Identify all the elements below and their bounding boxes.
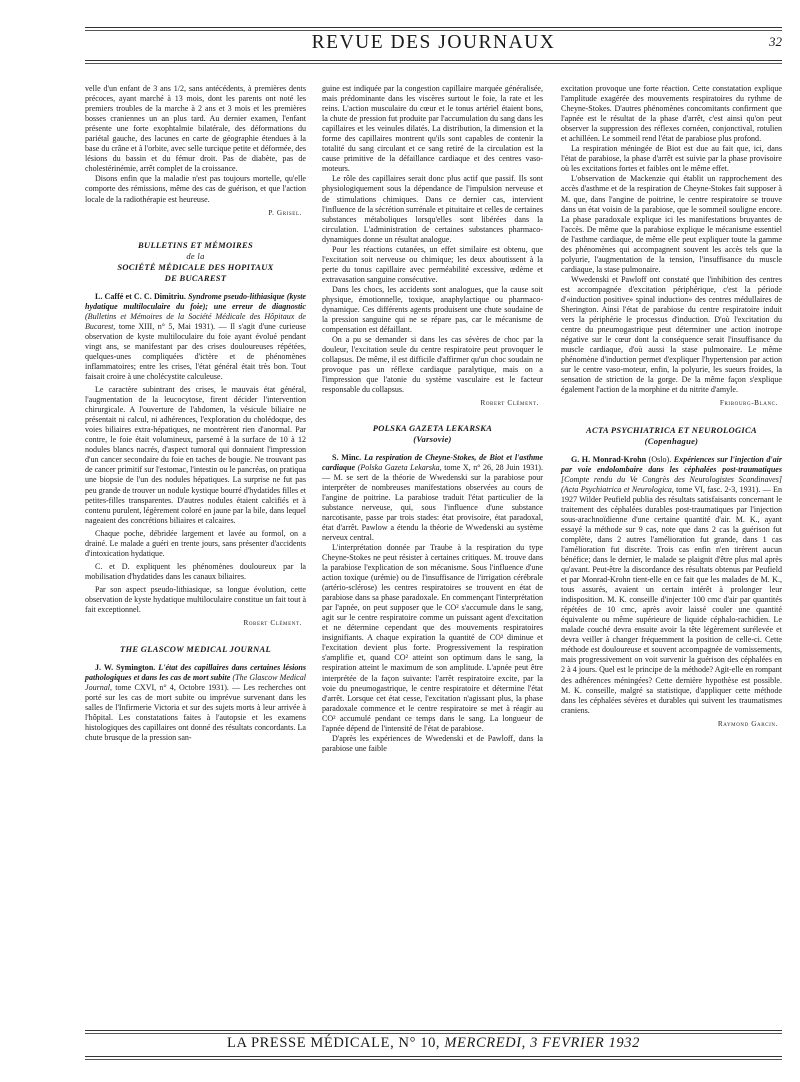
article-authors: J. W. Symington. — [95, 663, 156, 673]
paragraph: velle d'un enfant de 3 ans 1/2, sans antécédents, à premières dents précoces, ayant marché à 13 mois, dont les parents ont noté les premiers troubles de la marche à 2 ans et 3 mois et les premières bosses craniennes un an plus tard. Au dernier examen, l'enfant présente une forte exophtalmie bilatérale, des déformations du pariétal gauche, des lacunes en carte de géographie étendues à la base du crâne et à l'orbite, avec selle turcique petite et déformée, des lésions du bassin et du fémur droit. Pas de diabète, pas de cholestérinémie, arrêt complet de la croissance. — [85, 84, 306, 174]
section-heading-line: POLSKA GAZETA LEKARSKA — [372, 422, 493, 433]
journal-section-title: REVUE DES JOURNAUX — [311, 32, 556, 53]
signature: Raymond Garcin. — [717, 719, 778, 728]
article-reference: [Compte rendu du Ve Congrès des Neurologistes Scandinaves] (Acta Psychiatrica et Neurologica, — [561, 474, 782, 494]
header-rule-bottom — [85, 60, 782, 61]
footer-journal: LA PRESSE MÉDICALE, N° 10, — [227, 1035, 445, 1051]
paragraph: Pour les réactions cutanées, un effet similaire est obtenu, que l'excitation soit nerveuse ou chimique; les deux aboutissent à la perte du tonus capillaire avec perméabilité excessive, œdème et extravasation sanguine consécutive. — [322, 244, 543, 284]
article-city: (Oslo). — [648, 454, 672, 464]
paragraph: On a pu se demander si dans les cas sévères de choc par la douleur, l'excitation seule du centre respiratoire peut provoquer le collapsus. De même, il est difficile d'affirmer qu'un choc soudain ne provoque pas un réflexe cardiaque paralytique, mais on a l'impression que l'atonie du système vasculaire est le facteur responsable du collapsus. — [322, 335, 543, 395]
article-text: tome XIII, n° 5, Mai 1931). — Il s'agit d'une curieuse observation de kyste multiloculaire du foie ayant évolué pendant vingt ans, se manifestant par des crises douloureuses répétées, quelques-unes compliquées d'ictère et de phénomènes inflammatoires; entre les crises, l'état général était très bon. Tout faisait croire à une cholécystite calculeuse. — [85, 321, 307, 381]
article-reference: (Bulletins et Mémoires de la Société Médicale des Hôpitaux de Bucarest, — [85, 311, 306, 331]
header-rule-top — [85, 27, 782, 28]
paragraph: Dans les chocs, les accidents sont analogues, que la cause soit physique, émotionnelle, toxique, anaphylactique ou pharmaco-dynamique. Ces différents agents produisent une chute soudaine de la pression sanguine qui ne se répare pas, car le mécanisme de compensation est défaillant. — [322, 284, 543, 335]
column-2 — [322, 84, 543, 754]
article-reference: (The Glascow Medical Journal, — [85, 673, 306, 693]
paragraph: Par son aspect pseudo-lithiasique, sa longue évolution, cette observation de kyste hydatique multiloculaire constitue un fait tout à fait exceptionnel. — [85, 584, 307, 615]
paragraph: Le caractère subintrant des crises, le mauvais état général, l'augmentation de la leucocytose, firent décider l'intervention chirurgicale. A l'ouverture de l'abdomen, la vésicule biliaire ne présentait ni calcul, ni adhérences, l'exploration du cholédoque, des voies biliaires extra-hépatiques, ne montrèrent rien d'anormal. Par contre, le foie était volumineux, parsemé à la surface de 10 à 12 nodules blancs nacrés, d'aspect tumoral qui donnaient l'impression d'un cancer secondaire du foie en taches de bougie. Ne trouvant pas de cancer primitif sur l'estomac, l'intestin ou le pancréas, on pratiqua une biopsie de l'un des nodules hépatiques. La surprise ne fut pas peu grande de trouver un nodule kystique bourré d'hydatides filles et petites-filles transparentes. D'autres nodules étaient calcifiés et à contenu purulent, légèrement coloré en jaune par la bile, dans lequel nageaient des concrétions biliaires et calcaires. — [85, 385, 306, 525]
signature: P. Grisel. — [268, 208, 302, 217]
paragraph: Wwedenski et Pawloff ont constaté que l'inhibition des centres est accompagnée d'excitation périphérique, c'est la période d'«induction positive» spinal induction» des centres médullaires de Sherington. Ainsi l'état de parabiose du centre respiratoire induit vers la périphérie le processus d'induction. D'où l'excitation du centre du pneumogastrique peut déterminer une action inotrope négative sur le cœur dont la conséquence serait l'insuffisance du muscle cardiaque, d'où aussi la stase pulmonaire. Le même phénomène d'induction permet d'expliquer l'hypertension par action sur le centre vaso-moteur, enfin, la polyurie, les sueurs froides, la sensation de striction de la gorge. De la même façon s'explique également l'action de la morphine et du nitrite d'amyle. — [561, 274, 782, 395]
section-heading — [85, 240, 306, 284]
footer-rule-bottom-inner — [85, 1059, 782, 1060]
section-heading — [322, 423, 543, 445]
page-footer — [85, 1032, 782, 1054]
section-heading-line: SOCIÉTÉ MÉDICALE DES HOPITAUX — [117, 261, 274, 272]
footer-text — [85, 1035, 782, 1052]
section-heading-line: DE BUCAREST — [164, 272, 227, 283]
article-authors: L. Caffé et C. C. Dimitriu. — [95, 291, 186, 301]
paragraph: D'après les expériences de Wwedenski et de Pawloff, dans la parabiose une faible — [322, 733, 543, 753]
paragraph: guine est indiquée par la congestion capillaire marquée généralisée, mais prédominante dans les viscères surtout le foie, la rate et les reins. L'action musculaire du cœur et le tonus artériel étaient bons, la chute de pression fut produite par l'accumulation du sang dans les capillaires et les veinules dilatés. La distribution, la dimension et la forme des capillaires montrent qu'ils sont capables de contenir la totalité du sang circulant et ce sang retiré de la circulation est la cause primitive de la défaillance cardiaque et des centres vaso-moteurs. — [322, 84, 543, 174]
column-1 — [85, 84, 306, 743]
paragraph: C. et D. expliquent les phénomènes douloureux par la mobilisation d'hydatides dans les canaux biliaires. — [85, 561, 306, 581]
paragraph: Disons enfin que la maladie n'est pas toujours mortelle, qu'elle comporte des rémissions, même des cas de guérison, et que l'action locale de la radiothérapie est heureuse. — [85, 174, 306, 204]
article-text: tome X, n° 26, 28 Juin 1931). — M. se sert de la théorie de Wwedenski sur la parabiose pour interpréter de nombreuses manifestations observées au cours de l'angine de poitrine. La parabiose traduit l'état particulier de la substance nerveuse, qui, sous l'influence d'une substance narcotisante, passe par trois stades: état provisoire, état paradoxal, état d'arrêt. Pawlow a étendu la théorie de Wwedenski au système nerveux central. — [322, 462, 544, 542]
page-number: 32 — [769, 34, 782, 49]
paragraph: L'interprétation donnée par Traube à la respiration du type Cheyne-Stokes ne peut résister à certaines critiques. M. trouve dans la parabiose l'explication de son mécanisme. Sous l'influence d'une action toxique (urémie) ou de l'insuffisance de l'irrigation cérébrale (artério-sclérose) les centres respiratoires se trouvent en état de parabiose dans sa phase paradoxale. En commençant l'interprétation par l'apnée, on peut supposer que le CO² s'accumule dans le sang, agit sur le centre respiratoire comme un puissant agent d'excitation et ne détermine cependant que des mouvements respiratoires insignifiants. A chaque expiration la quantité de CO² diminue et l'excitation devient plus forte. Progressivement la respiration s'amplifie et, quand CO² atteint son optimum dans le sang, la respiration atteint le maximum de son amplitude. L'apnée peut être interprétée de la façon suivante: l'arrêt respiratoire excite, par la voie du pneumogastrique, le centre respiratoire et détermine l'état d'arrêt. Lorsque cet état cesse, l'excitation n'agissant plus, la phase paradoxale commence et le centre respiratoire se met à réagir au CO² accumulé pendant ce temps dans le sang. La longueur de l'apnée dépend de l'intensité de l'état de parabiose. — [322, 542, 543, 733]
article-columns — [85, 84, 782, 1000]
footer-date: 3 FEVRIER 1932 — [530, 1035, 640, 1051]
header-rule-bottom-inner — [85, 63, 782, 64]
paragraph: Le rôle des capillaires serait donc plus actif que passif. Ils sont physiologiquement sous la dépendance de l'impulsion nerveuse et de stimulations chimiques. Dans ce dernier cas, intervient l'influence de la sécrétion surrénale et pituitaire et celles de certaines substances métaboliques lorsqu'elles sont libérées dans la circulation. L'administration de certaines substances pharmaco-dynamiques donne un résultat analogue. — [322, 174, 543, 244]
article-entry — [85, 663, 306, 743]
paragraph: Chaque poche, débridée largement et lavée au formol, on a drainé. Le malade a guéri en trente jours, sans présenter d'accidents d'intoxication hydatique. — [85, 528, 306, 558]
article-title: La respiration de Cheyne-Stokes, de Biot et l'asthme cardiaque — [322, 452, 544, 472]
article-title: L'état des capillaires dans certaines lésions pathologiques et dans les cas de mort subite — [85, 663, 306, 683]
section-heading-line: (Copenhague) — [644, 435, 699, 446]
section-heading-line: ACTA PSYCHIATRICA ET NEUROLOGICA — [586, 424, 757, 435]
article-text: tome VI, fasc. 2-3, 1931). — En 1927 Wilder Peufield publia des résultats satisfaisants concernant le traitement des céphalées durables post-traumatiques par l'injection sous-arachnoïdienne d'une certaine quantité d'air. M. K., ayant essayé la méthode sur 9 cas, note que dans 2 cas la guérison fut complète, dans 2 autres l'amélioration fut grande, dans 1 cas l'amélioration fut discrète. Trois cas enfin n'en tirèrent aucun bénéfice; dans le dernier, le malade se plaignit d'être plus mal après qu'avant. Peut-être la discordance des résultats obtenus par Peufield et par Monrad-Krohn tient-elle en ce fait que les malades de M. K., tous assurés, avaient un certain intérêt à prolonger leur indisposition. M. K. conseille d'injecter 100 cmc d'air par quantités répétées de 10 cmc, après avoir laissé couler une quantité équivalente ou même supérieure de liquide céphalo-rachidien. Le malade couché devra ensuite avoir la tête légèrement surélevée et devra veiller à changer fréquemment la position de celle-ci. Cette méthode est douloureuse et souvent accompagnée de vomissements, mais progressivement on voit survenir la guérison des céphalées en 2 à 4 jours. Quel est le principe de la méthode? Agit-elle en rompant des adhérences méningées? Cette dernière hypothèse est possible. M. K. conseille, malgré sa statistique, d'appliquer cette méthode dans les céphalées sévères et durables qui suivent les traumatismes craniens. — [561, 484, 782, 715]
section-heading-line: (Varsovie) — [413, 433, 452, 444]
footer-rule-bottom — [85, 1056, 782, 1057]
article-authors: S. Minc. — [332, 452, 362, 462]
section-heading-line: de la — [186, 250, 205, 261]
article-entry — [561, 455, 782, 716]
footer-rule-top — [85, 1030, 782, 1031]
section-heading-line: BULLETINS ET MÉMOIRES — [138, 239, 253, 250]
paragraph: La respiration méningée de Biot est due au fait que, ici, dans l'état de parabiose, la phase d'arrêt est suivie par la phase provisoire où les excitations fortes et faibles ont le même effet. — [561, 144, 782, 174]
article-text: tome CXVI, n° 4, Octobre 1931). — Les recherches ont porté sur les cas de mort subite ou imprévue survenant dans les salles de l'Infirmerie Victoria et sur des sujets morts à leur arrivée à l'hôpital. Les constatations faites à l'autopsie et les examens histologiques des capillaires ont donné des résultats concordants. La chute brusque de la pression san- — [85, 683, 306, 743]
column-3 — [561, 84, 782, 735]
signature: Robert Clément. — [480, 399, 539, 408]
section-heading-line: THE GLASCOW MEDICAL JOURNAL — [120, 644, 271, 655]
article-title: Syndrome pseudo-lithiasique (kyste hydatique multiloculaire du foie); une erreur de diagnostic — [85, 291, 307, 311]
article-authors: G. H. Monrad-Krohn — [571, 454, 647, 464]
article-reference: (Polska Gazeta Lekarska, — [357, 462, 442, 472]
section-heading — [561, 425, 782, 447]
section-heading — [85, 644, 306, 655]
page-header — [85, 29, 782, 57]
paragraph: excitation provoque une forte réaction. Cette constatation explique l'amplitude exagérée des mouvements respiratoires du rythme de Cheyne-Stokes. D'autres phénomènes concomitants confirment que l'apnée est le résultat de la phase d'arrêt, c'est ainsi qu'on peut observer la suppression des réflexes cornéen, conjonctival, rotulien et achilléen. Le sommeil rend l'état de parabiose plus profond. — [561, 84, 782, 144]
article-entry — [85, 292, 306, 382]
signature: Fribourg-Blanc. — [719, 399, 778, 408]
article-title: Expériences sur l'injection d'air par voie endolombaire dans les céphalées post-traumatiques — [561, 454, 782, 474]
footer-day: MERCREDI, — [444, 1035, 531, 1051]
signature: Robert Clément. — [243, 619, 302, 628]
paragraph: L'observation de Mackenzie qui établit un rapprochement des accès d'asthme et de la respiration de Cheyne-Stokes fait supposer à M. que, dans l'angine de poitrine, le centre respiratoire se trouve dans un état voisin de la parabiose, que le sommeil souligne encore. La phase paradoxale explique ici les manifestations bruyantes de l'accès. De même que la parabiose explique le mécanisme essentiel de l'asthme cardiaque, de même elle peut expliquer toute la gamme des phénomènes qui accompagnent souvent les accès tels que la polyurie, l'augmentation de la tension, l'insuffisance du muscle cardiaque, la stase pulmonaire. — [561, 174, 782, 274]
article-entry — [322, 453, 543, 543]
